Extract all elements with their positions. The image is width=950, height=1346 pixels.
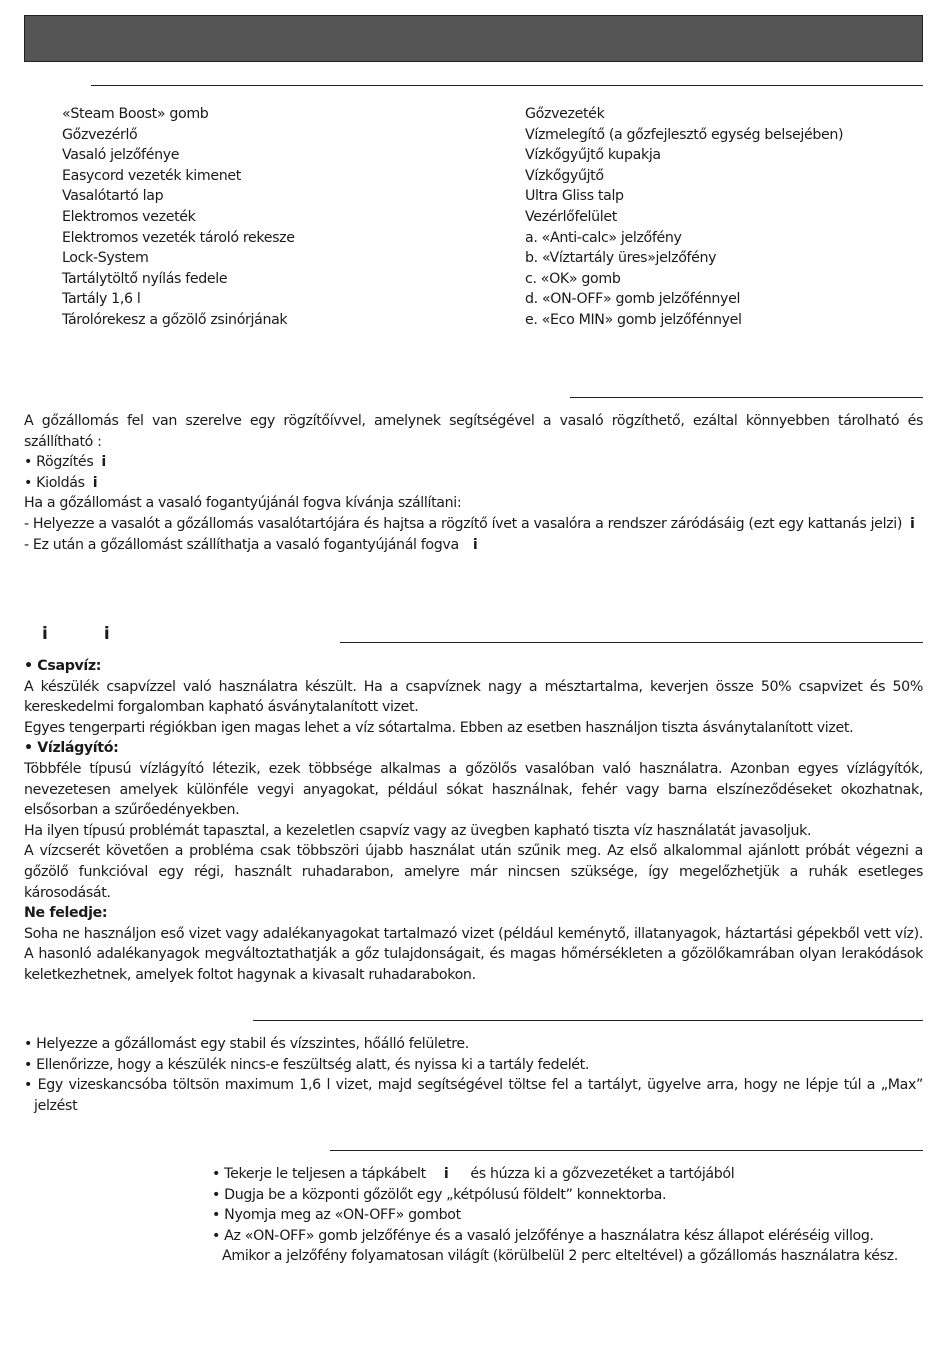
part-item: Elektromos vezeték (62, 208, 196, 225)
part-item: Vasaló jelzőfénye (62, 147, 180, 164)
list-item: • Nyomja meg az «ON-OFF» gombot (212, 1207, 461, 1224)
section-rule-start (330, 1150, 923, 1151)
part-item: Elektromos vezeték tároló rekesze (62, 229, 295, 246)
part-item: Gőzvezeték (525, 106, 605, 122)
paragraph: Egyes tengerparti régiókban igen magas lehet a víz sótartalma. Ebben az esetben használjon tiszta ásványtalanított vizet. (24, 719, 854, 736)
transport-step: - Helyezze a vasalót a gőzállomás vasalótartójára és hajtsa a rögzítő ívet a vasalóra a rendszer záródásáig (ezt egy kattanás jelzi) i (24, 515, 915, 532)
paragraph: Többféle típusú vízlágyító létezik, ezek többsége alkalmas a gőzölős vasalóban való használatra. Azonban egyes vízlágyítók, nevezetesen amelyek különféle vegyi anyagokat, például sókat használnak, fehér vagy barna elszíneződéseket okozhatnak, elsősorban a szűrőedényekben. (24, 760, 923, 819)
list-item: • Egy vizeskancsóba töltsön maximum 1,6 l vizet, majd segítségével töltse fel a tartályt, ügyelve arra, hogy ne lépje túl a „Max” jelzést (24, 1077, 923, 1114)
lock-intro: A gőzállomás fel van szerelve egy rögzítőívvel, amelynek segítségével a vasaló rögzíthető, ezáltal könnyebben tárolható és szállítható : (24, 413, 923, 450)
unlock-item: • Kioldás i (24, 474, 98, 491)
section-rule-water (340, 642, 923, 643)
list-item: • Az «ON-OFF» gomb jelzőfénye és a vasaló jelzőfénye a használatra kész állapot eléréséig villog. Amikor a jelzőfény folyamatosan világít (körülbelül 2 perc elteltével) a gőzállomás használatra kész. (212, 1227, 898, 1265)
remember-title: Ne feledje: (24, 905, 108, 922)
figure-marker: i (101, 454, 106, 471)
water-section-heading (42, 624, 166, 645)
softener-title: • Vízlágyító: (24, 740, 119, 757)
parts-list-right (525, 104, 843, 331)
part-item: Tartálytöltő nyílás fedele (62, 270, 228, 287)
heading-glyph: i (103, 624, 110, 644)
part-item: Ultra Gliss talp (525, 188, 624, 205)
part-item: Gőzvezérlő (62, 126, 138, 143)
part-item: b. «Víztartály üres»jelzőfény (525, 250, 717, 267)
list-item: • Helyezze a gőzállomást egy stabil és vízszintes, hőálló felületre. (24, 1036, 469, 1052)
list-item: • Dugja be a központi gőzölőt egy „kétpólusú földelt” konnektorba. (212, 1186, 667, 1203)
part-item: e. «Eco MIN» gomb jelzőfénnyel (525, 311, 742, 328)
part-item: d. «ON-OFF» gomb jelzőfénnyel (525, 291, 741, 308)
figure-marker: i (92, 474, 98, 491)
figure-marker: i (910, 515, 915, 532)
tap-water-title: • Csapvíz: (24, 658, 102, 674)
part-item: Vízkőgyűjtő (525, 167, 604, 184)
list-item: • Ellenőrizze, hogy a készülék nincs-e feszültség alatt, és nyissa ki a tartály fedelét. (24, 1056, 590, 1073)
lock-item: • Rögzítés i (24, 454, 106, 471)
water-section (24, 656, 923, 986)
paragraph: Ha ilyen típusú problémát tapasztal, a kezeletlen csapvíz vagy az üvegben kapható tiszta víz használatát javasoljuk. (24, 822, 812, 839)
part-item: Vasalótartó lap (62, 188, 164, 205)
part-item: Tárolórekesz a gőzölő zsinórjának (62, 311, 288, 328)
transport-intro: Ha a gőzállomást a vasaló fogantyújánál fogva kívánja szállítani: (24, 495, 462, 512)
part-item: Vezérlőfelület (525, 208, 617, 225)
fill-section (24, 1034, 923, 1116)
transport-step: - Ez után a gőzállomást szállíthatja a vasaló fogantyújánál fogva i (24, 536, 478, 553)
paragraph: A készülék csapvízzel való használatra készült. Ha a csapvíznek nagy a mésztartalma, keverjen össze 50% csapvizet és 50% kereskedelmi forgalomban kapható ásványtalanított vizet. (24, 678, 923, 716)
header-bar (24, 15, 923, 62)
part-item: Lock-System (62, 250, 149, 267)
figure-marker: i (443, 1166, 449, 1182)
parts-list-left (62, 104, 295, 331)
section-rule-parts (91, 85, 923, 86)
part-item: Vízmelegítő (a gőzfejlesztő egység belsejében) (525, 126, 844, 143)
start-section (212, 1164, 923, 1267)
paragraph: Soha ne használjon eső vizet vagy adalékanyagokat tartalmazó vizet (például keménytő, illatanyagok, háztartási gépekből vett víz). A hasonló adalékanyagok megváltoztathatják a gőz tulajdonságait, és magas hőmérsékleten a gőzölőkamrában olyan lerakódások keletkezhetnek, amelyek foltot hagynak a kivasalt ruhadarabokon. (24, 925, 923, 983)
part-item: a. «Anti-calc» jelzőfény (525, 229, 682, 246)
lock-section (24, 411, 923, 555)
paragraph: A vízcserét követően a probléma csak többszöri újabb használat után szűnik meg. Az első alkalommal ajánlott próbát végezni a gőzölő funkcióval egy régi, használt ruhadarabon, amelyre már nincsen szüksége, így megelőzhetjük a ruhák esetleges károsodását. (24, 843, 923, 901)
section-rule-fill (253, 1020, 923, 1021)
part-item: «Steam Boost» gomb (62, 106, 209, 122)
figure-marker: i (472, 536, 478, 553)
section-rule-lock (570, 397, 923, 398)
part-item: Easycord vezeték kimenet (62, 167, 241, 184)
part-item: c. «OK» gomb (525, 270, 621, 287)
part-item: Tartály 1,6 l (62, 291, 141, 308)
heading-glyph: i (42, 624, 48, 644)
part-item: Vízkőgyűjtő kupakja (525, 147, 661, 164)
list-item: • Tekerje le teljesen a tápkábelt i és húzza ki a gőzvezetéket a tartójából (212, 1166, 735, 1182)
